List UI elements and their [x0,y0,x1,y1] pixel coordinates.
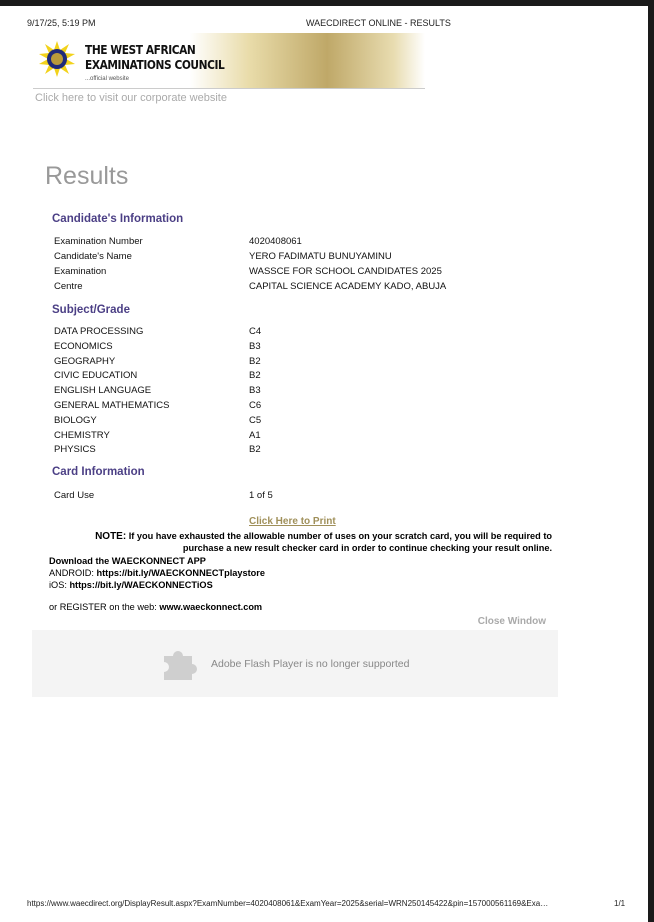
android-line [49,568,265,578]
android-link[interactable]: https://bit.ly/WAECKONNECTplaystore [96,568,265,578]
card-info-heading: Card Information [52,466,145,478]
candidate-field-label: Examination Number [54,236,143,247]
note-text1: If you have exhausted the allowable number of uses on your scratch card, you will be required to [128,531,552,541]
corporate-website-link[interactable]: Click here to visit our corporate website [35,92,227,104]
subject-name: GENERAL MATHEMATICS [54,400,170,411]
subject-grade-heading: Subject/Grade [52,304,130,316]
subject-grade: C6 [249,400,262,411]
print-footer-page: 1/1 [614,899,626,908]
print-title: WAECDIRECT ONLINE - RESULTS [306,18,451,28]
register-label: or REGISTER on the web: [49,602,157,612]
subject-grade: C5 [249,414,262,426]
waec-banner[interactable] [33,33,425,89]
candidate-field-value: WASSCE FOR SCHOOL CANDIDATES 2025 [249,266,442,277]
subject-grade: B2 [249,355,261,367]
flash-message: Adobe Flash Player is no longer supported [211,658,410,670]
flash-plugin-placeholder [32,630,558,697]
card-use-label: Card Use [54,490,95,501]
subject-name: ECONOMICS [54,340,113,352]
banner-line2: EXAMINATIONS COUNCIL [85,57,225,72]
subject-name: CHEMISTRY [54,429,110,441]
app-heading: Download the WAECKONNECT APP [49,556,206,566]
subject-grade: A1 [249,429,261,441]
close-window-button[interactable]: Close Window [477,616,546,627]
waec-seal-icon [39,41,75,77]
subject-grade: C4 [249,326,262,337]
print-footer-url: https://www.waecdirect.org/DisplayResult.aspx?ExamNumber=4020408061&ExamYear=2025&serial=WRN250145422&pin=157000561169&Exa… [27,899,549,908]
banner-tagline: ...official website [85,76,129,82]
note-line1 [95,531,552,542]
puzzle-piece-icon [162,646,198,682]
candidate-field-label: Examination [54,266,107,277]
register-line [49,602,262,612]
candidate-field-value: 4020408061 [249,236,302,247]
subject-grade: B2 [249,370,261,382]
register-link[interactable]: www.waeckonnect.com [159,602,263,612]
banner-line1: THE WEST AFRICAN [85,42,196,57]
subject-name: GEOGRAPHY [54,355,116,367]
candidate-field-value: CAPITAL SCIENCE ACADEMY KADO, ABUJA [249,281,447,292]
subject-name: BIOLOGY [54,414,97,426]
ios-line [49,580,213,590]
candidate-field-label: Candidate's Name [54,251,132,262]
page-title: Results [45,162,129,190]
card-use-value: 1 of 5 [249,490,273,501]
candidate-info-heading: Candidate's Information [52,213,184,225]
subject-name: DATA PROCESSING [54,326,144,337]
ios-link[interactable]: https://bit.ly/WAECKONNECTiOS [69,580,213,590]
subject-grade: B3 [249,340,261,352]
note-line2: purchase a new result checker card in order to continue checking your result online. [182,543,552,553]
print-datetime: 9/17/25, 5:19 PM [27,18,96,28]
note-label: NOTE: [95,531,127,542]
candidate-field-label: Centre [54,281,83,292]
ios-label: iOS: [49,580,67,590]
subject-name: ENGLISH LANGUAGE [54,385,152,397]
candidate-field-value: YERO FADIMATU BUNUYAMINU [249,251,392,262]
subject-name: CIVIC EDUCATION [54,370,138,382]
android-label: ANDROID: [49,568,94,578]
print-link[interactable]: Click Here to Print [249,516,336,527]
subject-grade: B3 [249,385,261,397]
subject-grade: B2 [249,444,261,456]
subject-name: PHYSICS [54,444,96,456]
